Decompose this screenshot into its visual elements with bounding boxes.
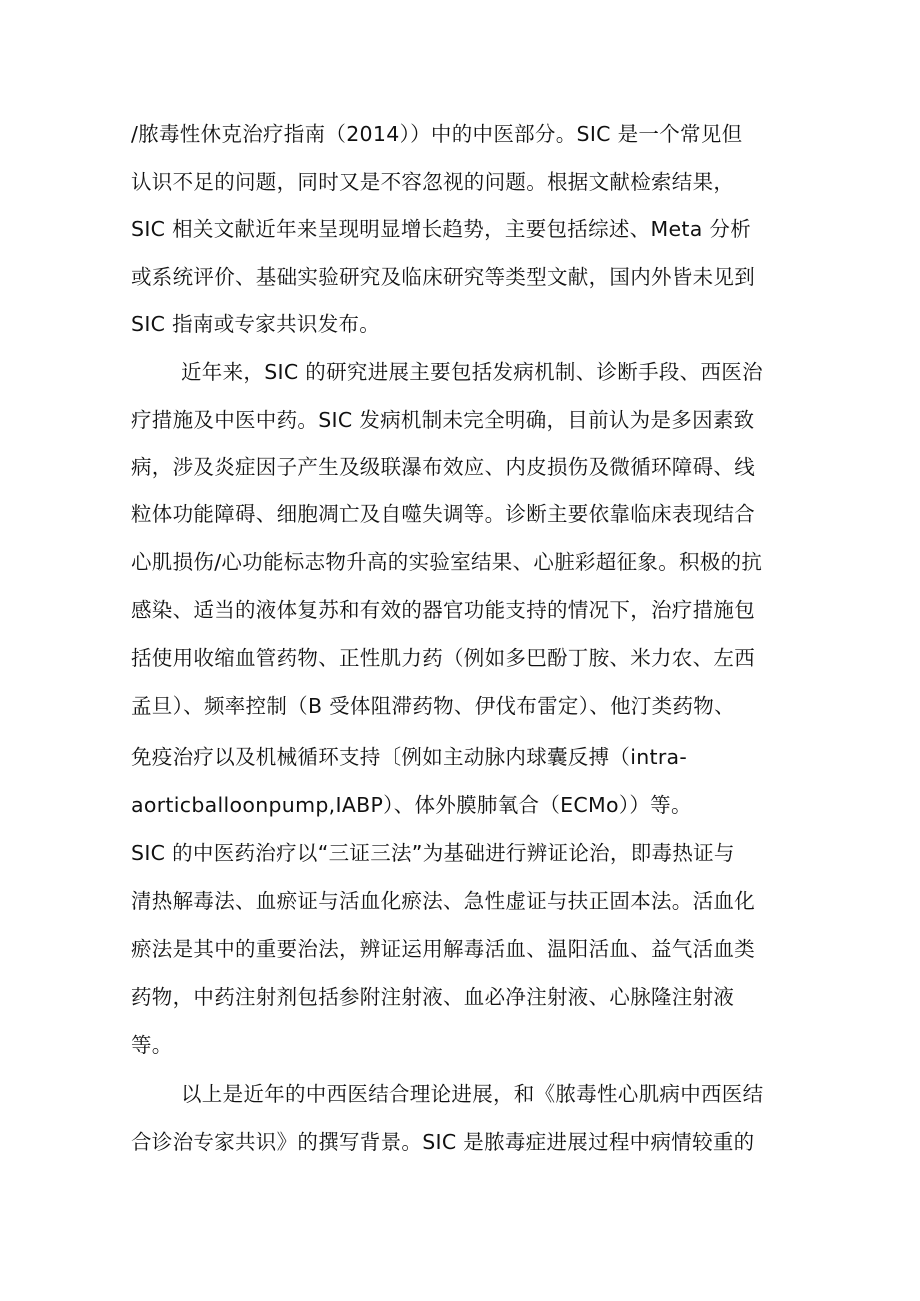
text-line: SIC 的中医药治疗以“三证三法”为基础进行辨证论治，即毒热证与 <box>131 841 735 865</box>
text-line: 药物，中药注射剂包括参附注射液、血必净注射液、心脉隆注射液 <box>131 985 735 1009</box>
text-line: 清热解毒法、血瘀证与活血化瘀法、急性虚证与扶正固本法。活血化 <box>131 889 755 913</box>
text-line: 合诊治专家共识》的撰写背景。SIC 是脓毒症进展过程中病情较重的 <box>131 1130 755 1154</box>
text-line: 近年来，SIC 的研究进展主要包括发病机制、诊断手段、西医治 <box>181 360 763 384</box>
text-line: 或系统评价、基础实验研究及临床研究等类型文献，国内外皆未见到 <box>131 265 755 289</box>
text-line: 等。 <box>131 1033 173 1057</box>
text-line: 孟旦）、频率控制（B 受体阻滞药物、伊伐布雷定）、他汀类药物、 <box>131 694 735 718</box>
text-line: 免疫治疗以及机械循环支持〔例如主动脉内球囊反搏（intra- <box>131 745 688 769</box>
text-line: SIC 相关文献近年来呈现明显增长趋势，主要包括综述、Meta 分析 <box>131 217 752 241</box>
text-line: 括使用收缩血管药物、正性肌力药（例如多巴酚丁胺、米力农、左西 <box>131 646 755 670</box>
text-line: 瘀法是其中的重要治法，辨证运用解毒活血、温阳活血、益气活血类 <box>131 937 755 961</box>
text-line: 疗措施及中医中药。SIC 发病机制未完全明确，目前认为是多因素致 <box>131 408 755 432</box>
text-line: /脓毒性休克治疗指南（2014））中的中医部分。SIC 是一个常见但 <box>131 122 743 146</box>
text-line: 认识不足的问题，同时又是不容忽视的问题。根据文献检索结果， <box>131 170 735 194</box>
text-line: SIC 指南或专家共识发布。 <box>131 312 381 336</box>
text-line: 病，涉及炎症因子产生及级联瀑布效应、内皮损伤及微循环障碍、线 <box>131 455 755 479</box>
text-line: aorticballoonpump,IABP）、体外膜肺氧合（ECMo））等。 <box>131 793 692 817</box>
text-line: 感染、适当的液体复苏和有效的器官功能支持的情况下，治疗措施包 <box>131 598 755 622</box>
text-line: 粒体功能障碍、细胞凋亡及自噬失调等。诊断主要依靠临床表现结合 <box>131 502 755 526</box>
text-line: 心肌损伤/心功能标志物升高的实验室结果、心脏彩超征象。积极的抗 <box>131 550 763 574</box>
text-line: 以上是近年的中西医结合理论进展，和《脓毒性心肌病中西医结 <box>181 1082 764 1106</box>
